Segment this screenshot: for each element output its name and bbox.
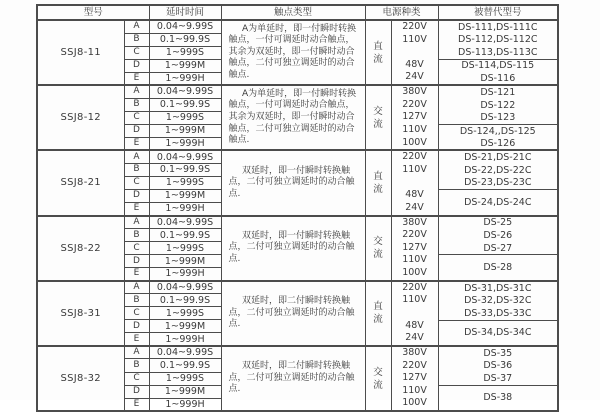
voltage-line: 110V — [402, 123, 427, 135]
replaced-model-line: DS-112,DS-112C — [458, 34, 538, 46]
row-letter-cell: D — [124, 385, 149, 398]
replaced-models-bottom — [439, 255, 558, 279]
row-letter-cell: D — [124, 59, 149, 72]
replaced-model-line: DS-21,DS-21C — [464, 152, 532, 164]
voltage-cell — [391, 150, 438, 215]
replaced-model-line: DS-35 — [483, 347, 513, 359]
delay-time-cell: 0.04~9.99S — [149, 85, 221, 98]
replaced-models-cell — [438, 281, 558, 346]
replaced-models-cell — [438, 346, 558, 411]
delay-time-cell: 0.1~99.9S — [149, 33, 221, 46]
replaced-models-top — [439, 86, 558, 125]
row-letter-cell: C — [124, 307, 149, 320]
delay-time-cell: 1~999H — [149, 203, 221, 216]
power-type-cell — [365, 85, 391, 150]
delay-time-cell: 1~999S — [149, 111, 221, 124]
model-cell: SSJ8-21 — [37, 150, 124, 215]
voltage-line: 110V — [402, 33, 427, 45]
replaced-model-line: DS-32,DS-32C — [464, 295, 532, 307]
replaced-model-line: DS-37 — [483, 372, 513, 384]
row-letter-cell: A — [124, 216, 149, 229]
header-model: 型号 — [37, 5, 149, 20]
contact-type-cell: A为单延时，即一付瞬时转换触点，一付可调延时动合触点，其余为双延时，即一付瞬时动合触点，二付可独立调延时的动合触点. — [221, 20, 365, 85]
power-type-cell — [365, 150, 391, 215]
power-type-label: 直流 — [373, 40, 383, 65]
replaced-model-line: DS-34,DS-34C — [464, 327, 532, 339]
replaced-models-top — [439, 347, 558, 386]
delay-time-cell: 1~999S — [149, 242, 221, 255]
row-letter-cell: C — [124, 111, 149, 124]
header-power-kind: 电源种类 — [365, 5, 438, 20]
replaced-model-line: DS-28 — [483, 262, 513, 274]
delay-time-cell: 1~999M — [149, 255, 221, 268]
replaced-model-line: DS-25 — [483, 217, 513, 229]
replaced-model-line: DS-26 — [483, 229, 513, 241]
delay-time-cell: 1~999H — [149, 72, 221, 85]
delay-time-cell: 1~999H — [149, 398, 221, 411]
model-cell: SSJ8-31 — [37, 281, 124, 346]
row-letter-cell: B — [124, 98, 149, 111]
header-contact-type: 触点类型 — [221, 5, 365, 20]
voltage-line: 110V — [402, 254, 427, 266]
replaced-model-line: DS-36 — [483, 360, 513, 372]
model-cell: SSJ8-12 — [37, 85, 124, 150]
voltage-cell — [391, 20, 438, 85]
delay-time-cell: 1~999S — [149, 372, 221, 385]
power-type-label: 直流 — [373, 170, 383, 195]
contact-type-cell: 双延时，即一付瞬时转换触点，二付可独立调延时的动合触点. — [221, 216, 365, 281]
power-type-cell — [365, 20, 391, 85]
delay-time-cell: 0.04~9.99S — [149, 346, 221, 359]
spec-table-body — [37, 20, 558, 411]
voltage-line: 127V — [402, 241, 427, 253]
voltage-line: 380V — [402, 216, 427, 228]
delay-time-cell: 0.1~99.9S — [149, 229, 221, 242]
replaced-model-line: DS-121 — [480, 86, 516, 98]
voltage-cell — [391, 346, 438, 411]
replaced-models-top — [439, 21, 558, 60]
table-row — [37, 346, 558, 359]
row-letter-cell: C — [124, 46, 149, 59]
replaced-model-line: DS-33,DS-33C — [464, 307, 532, 319]
voltage-line: 48V — [405, 319, 424, 331]
replaced-models-bottom — [439, 190, 558, 214]
model-cell: SSJ8-22 — [37, 216, 124, 281]
power-type-label: 交流 — [373, 105, 383, 130]
row-letter-cell: E — [124, 333, 149, 346]
delay-time-cell: 1~999H — [149, 333, 221, 346]
voltage-line: 220V — [402, 21, 427, 32]
table-header-row — [37, 5, 558, 20]
table-row — [37, 85, 558, 98]
replaced-model-line: DS-123 — [480, 112, 516, 124]
voltage-cell — [391, 216, 438, 281]
voltage-line: 127V — [402, 372, 427, 384]
contact-type-cell: A为单延时，即一付瞬时转换触点，一付可调延时动合触点，其余为双延时，即一付瞬时动合触点，二付可独立调延时的动合触点. — [221, 85, 365, 150]
replaced-model-line: DS-124,,DS-125 — [459, 125, 536, 137]
row-letter-cell: B — [124, 359, 149, 372]
voltage-line — [392, 307, 438, 320]
row-letter-cell: E — [124, 268, 149, 281]
replaced-model-line: DS-114,DS-115 — [461, 60, 535, 72]
delay-time-cell: 0.04~9.99S — [149, 281, 221, 294]
voltage-line — [392, 46, 438, 59]
power-type-cell — [365, 346, 391, 411]
replaced-models-cell — [438, 216, 558, 281]
voltage-line: 110V — [402, 163, 427, 175]
row-letter-cell: B — [124, 163, 149, 176]
row-letter-cell: A — [124, 20, 149, 33]
delay-time-cell: 0.1~99.9S — [149, 163, 221, 176]
voltage-line: 220V — [402, 98, 427, 110]
row-letter-cell: C — [124, 176, 149, 189]
replaced-models-bottom — [439, 321, 558, 345]
voltage-line: 100V — [402, 397, 427, 409]
voltage-line: 220V — [402, 359, 427, 371]
replaced-model-line: DS-111,DS-111C — [458, 21, 538, 33]
model-cell: SSJ8-32 — [37, 346, 124, 411]
voltage-line: 100V — [402, 266, 427, 278]
row-letter-cell: C — [124, 242, 149, 255]
voltage-line — [392, 177, 438, 190]
replaced-model-line: DS-122 — [480, 99, 516, 111]
replaced-models-top — [439, 151, 558, 190]
contact-type-cell: 双延时，即二付瞬时转换触点，二付可独立调延时的动合触点. — [221, 281, 365, 346]
voltage-line: 110V — [402, 384, 427, 396]
header-replaced-model: 被替代型号 — [438, 5, 558, 20]
replaced-model-line: DS-38 — [483, 392, 513, 404]
delay-time-cell: 1~999H — [149, 268, 221, 281]
replaced-model-line: DS-22,DS-22C — [464, 164, 532, 176]
row-letter-cell: C — [124, 372, 149, 385]
table-row — [37, 20, 558, 33]
replaced-models-top — [439, 282, 558, 321]
voltage-line: 48V — [405, 189, 424, 201]
replaced-models-cell — [438, 85, 558, 150]
delay-time-cell: 0.1~99.9S — [149, 98, 221, 111]
replaced-models-bottom — [439, 386, 558, 410]
voltage-line: 48V — [405, 58, 424, 70]
replaced-models-bottom — [439, 125, 558, 149]
row-letter-cell: E — [124, 203, 149, 216]
table-row — [37, 281, 558, 294]
replaced-model-line: DS-24,DS-24C — [464, 196, 532, 208]
replaced-models-top — [439, 217, 558, 256]
voltage-line: 127V — [402, 111, 427, 123]
delay-time-cell: 0.1~99.9S — [149, 294, 221, 307]
voltage-line: 24V — [405, 201, 424, 213]
row-letter-cell: E — [124, 72, 149, 85]
voltage-line: 110V — [402, 294, 427, 306]
row-letter-cell: D — [124, 189, 149, 202]
row-letter-cell: B — [124, 294, 149, 307]
power-type-cell — [365, 216, 391, 281]
row-letter-cell: A — [124, 85, 149, 98]
delay-time-cell: 1~999S — [149, 46, 221, 59]
row-letter-cell: A — [124, 346, 149, 359]
delay-time-cell: 0.04~9.99S — [149, 216, 221, 229]
replaced-model-line: DS-126 — [480, 137, 516, 149]
power-type-label: 直流 — [373, 301, 383, 326]
row-letter-cell: E — [124, 137, 149, 150]
row-letter-cell: E — [124, 398, 149, 411]
delay-time-cell: 0.04~9.99S — [149, 20, 221, 33]
contact-type-cell: 双延时，即一付瞬时转换触点，二付可独立调延时的动合触点. — [221, 150, 365, 215]
header-delay-time: 延时时间 — [149, 5, 221, 20]
voltage-line: 220V — [402, 281, 427, 293]
power-type-label: 交流 — [373, 236, 383, 261]
table-row — [37, 150, 558, 163]
voltage-line: 220V — [402, 229, 427, 241]
replaced-models-bottom — [439, 60, 558, 84]
voltage-line: 380V — [402, 86, 427, 98]
delay-time-cell: 0.1~99.9S — [149, 359, 221, 372]
model-cell: SSJ8-11 — [37, 20, 124, 85]
delay-time-cell: 1~999S — [149, 307, 221, 320]
replaced-model-line: DS-113,DS-113C — [458, 46, 538, 58]
delay-time-cell: 1~999M — [149, 320, 221, 333]
replaced-model-line: DS-31,DS-31C — [464, 282, 532, 294]
delay-time-cell: 1~999M — [149, 124, 221, 137]
row-letter-cell: D — [124, 255, 149, 268]
voltage-cell — [391, 281, 438, 346]
delay-time-cell: 1~999S — [149, 176, 221, 189]
row-letter-cell: A — [124, 281, 149, 294]
replaced-model-line: DS-23,DS-23C — [464, 177, 532, 189]
replaced-model-line: DS-116 — [480, 72, 516, 84]
voltage-line: 220V — [402, 151, 427, 163]
replaced-models-cell — [438, 150, 558, 215]
voltage-line: 24V — [405, 332, 424, 344]
voltage-line: 100V — [402, 136, 427, 148]
row-letter-cell: A — [124, 150, 149, 163]
contact-type-cell: 双延时，即二付瞬时转换触点，二付可独立调延时的动合触点. — [221, 346, 365, 411]
voltage-line: 380V — [402, 346, 427, 358]
voltage-cell — [391, 85, 438, 150]
delay-time-cell: 1~999M — [149, 385, 221, 398]
row-letter-cell: D — [124, 124, 149, 137]
voltage-line: 24V — [405, 71, 424, 83]
replaced-model-line: DS-27 — [483, 242, 513, 254]
power-type-cell — [365, 281, 391, 346]
delay-time-cell: 0.04~9.99S — [149, 150, 221, 163]
relay-spec-table — [36, 4, 559, 412]
delay-time-cell: 1~999M — [149, 59, 221, 72]
delay-time-cell: 1~999H — [149, 137, 221, 150]
delay-time-cell: 1~999M — [149, 189, 221, 202]
power-type-label: 交流 — [373, 366, 383, 391]
replaced-models-cell — [438, 20, 558, 85]
row-letter-cell: B — [124, 229, 149, 242]
row-letter-cell: D — [124, 320, 149, 333]
table-row — [37, 216, 558, 229]
row-letter-cell: B — [124, 33, 149, 46]
